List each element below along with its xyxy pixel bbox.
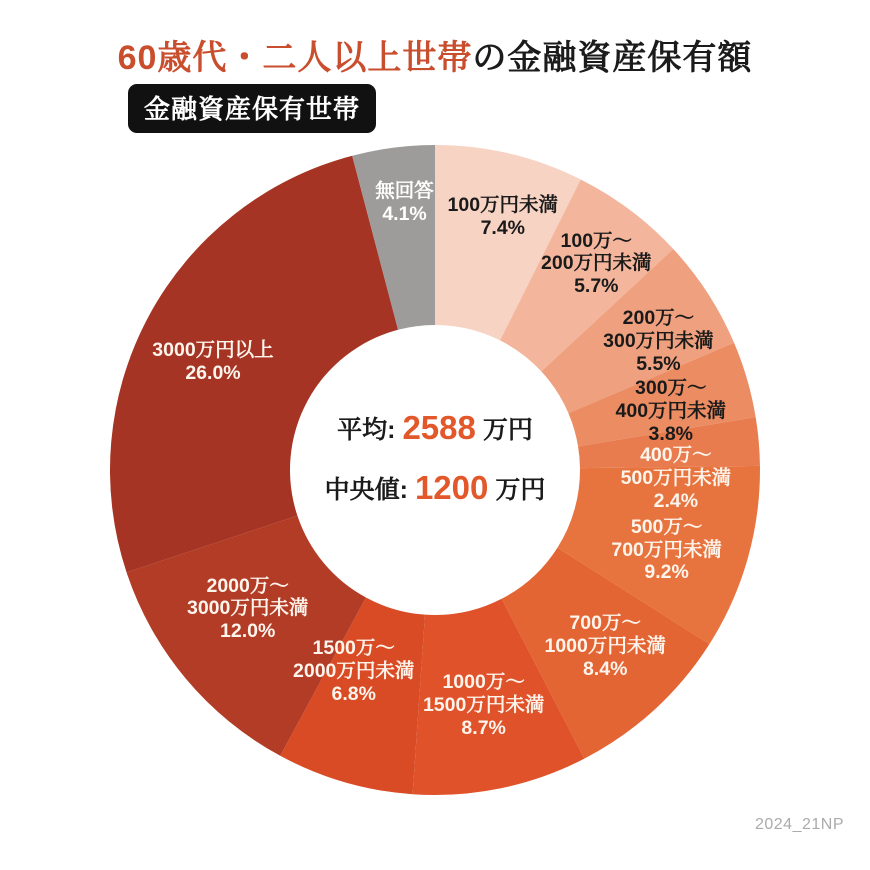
center-stats: [325, 398, 546, 518]
segment-label-5: 500万〜 700万円未満 9.2%: [611, 515, 722, 584]
mean-line: [325, 398, 546, 458]
mean-label: 平均:: [337, 416, 396, 444]
median-value: 1200: [414, 469, 489, 506]
segment-label-1: 100万〜 200万円未満 5.7%: [541, 229, 652, 297]
segment-label-9: 2000万〜 3000万円未満 12.0%: [186, 574, 309, 642]
segment-label-3: 300万〜 400万円未満 3.8%: [615, 376, 727, 445]
segment-label-2: 200万〜 300万円未満 5.5%: [603, 306, 714, 375]
segment-label-0: 100万円未満 7.4%: [447, 194, 559, 239]
segment-label-7: 1000万〜 1500万円未満 8.7%: [422, 670, 545, 739]
source-code-label: 2024_21NP: [754, 816, 844, 833]
median-label: 中央値:: [324, 476, 408, 504]
segment-label-8: 1500万〜 2000万円未満 6.8%: [293, 636, 415, 705]
segment-label-10: 3000万円以上 26.0%: [152, 338, 274, 384]
segment-label-4: 400万〜 500万円未満 2.4%: [620, 444, 732, 512]
title-rest: の金融資産保有額: [472, 39, 753, 77]
segment-label-11: 無回答 4.1%: [375, 179, 434, 225]
household-type-badge: 金融資産保有世帯: [128, 84, 376, 133]
mean-value: 2588: [402, 409, 476, 446]
median-line: [325, 458, 546, 518]
title-highlight: 60歳代・二人以上世帯: [117, 39, 473, 77]
median-unit: 万円: [495, 476, 546, 504]
segment-label-6: 700万〜 1000万円未満 8.4%: [544, 612, 666, 680]
mean-unit: 万円: [482, 416, 533, 444]
